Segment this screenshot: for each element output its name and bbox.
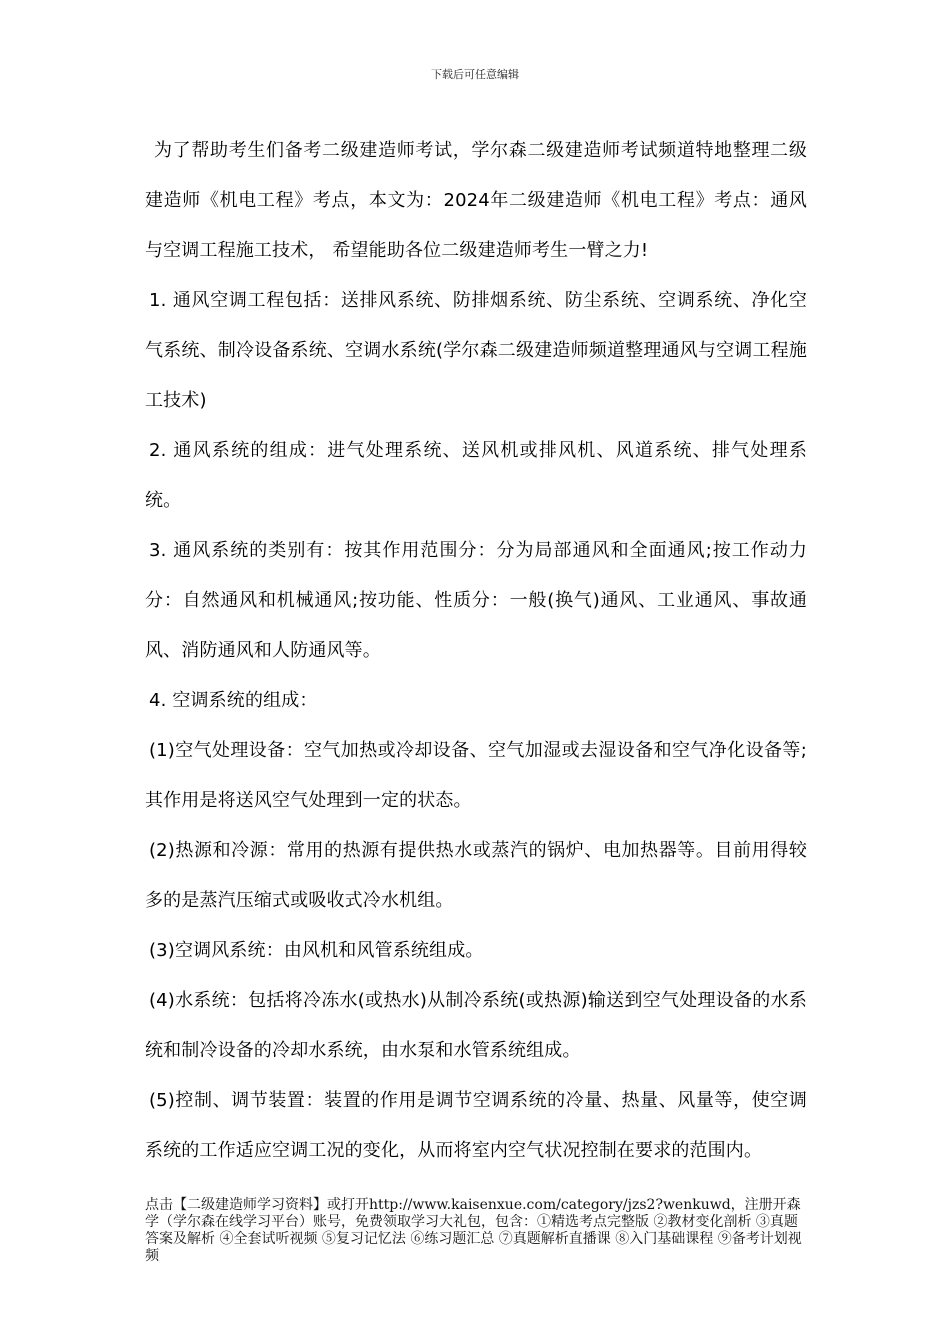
point-3-paragraph: 3. 通风系统的类别有：按其作用范围分：分为局部通风和全面通风;按工作动力分：自然通风和机械通风;按功能、性质分：一般(换气)通风、工业通风、事故通风、消防通风和人防通风等。: [145, 540, 807, 661]
point-2-paragraph: 2. 通风系统的组成：进气处理系统、送风机或排风机、风道系统、排气处理系统。: [145, 440, 807, 511]
point-4-sub-4: (4)水系统：包括将冷冻水(或热水)从制冷系统(或热源)输送到空气处理设备的水系统和制冷设备的冷却水系统，由水泵和水管系统组成。: [145, 990, 807, 1061]
point-4-sub-3: (3)空调风系统：由风机和风管系统组成。: [149, 940, 484, 961]
page-header-note: 下载后可任意编辑: [431, 68, 519, 81]
point-4-heading: 4. 空调系统的组成：: [149, 690, 318, 711]
point-4-sub-5: (5)控制、调节装置：装置的作用是调节空调系统的冷量、热量、风量等，使空调系统的工作适应空调工况的变化，从而将室内空气状况控制在要求的范围内。: [145, 1090, 807, 1161]
footer-promo-link[interactable]: 点击【二级建造师学习资料】或打开http://www.kaisenxue.com/category/jzs2?wenkuwd，注册开森学（学尔森在线学习平台）账号，免费领取学习大礼包，包含：①精选考点完整版 ②教材变化剖析 ③真题答案及解析 ④全套试听视频 ⑤复习记忆法 ⑥练习题汇总 ⑦真题解析直播课 ⑧入门基础课程 ⑨备考计划视频: [145, 1197, 802, 1264]
article-body: [145, 126, 807, 1176]
intro-paragraph: 为了帮助考生们备考二级建造师考试，学尔森二级建造师考试频道特地整理二级建造师《机电工程》考点，本文为：2024年二级建造师《机电工程》考点：通风与空调工程施工技术， 希望能助各位二级建造师考生一臂之力!: [145, 140, 807, 261]
point-4-sub-1: (1)空气处理设备：空气加热或冷却设备、空气加湿或去湿设备和空气净化设备等;其作用是将送风空气处理到一定的状态。: [145, 740, 807, 811]
point-1-paragraph: 1. 通风空调工程包括：送排风系统、防排烟系统、防尘系统、空调系统、净化空气系统、制冷设备系统、空调水系统(学尔森二级建造师频道整理通风与空调工程施工技术): [145, 290, 807, 411]
point-4-sub-2: (2)热源和冷源：常用的热源有提供热水或蒸汽的锅炉、电加热器等。目前用得较多的是蒸汽压缩式或吸收式冷水机组。: [145, 840, 807, 911]
